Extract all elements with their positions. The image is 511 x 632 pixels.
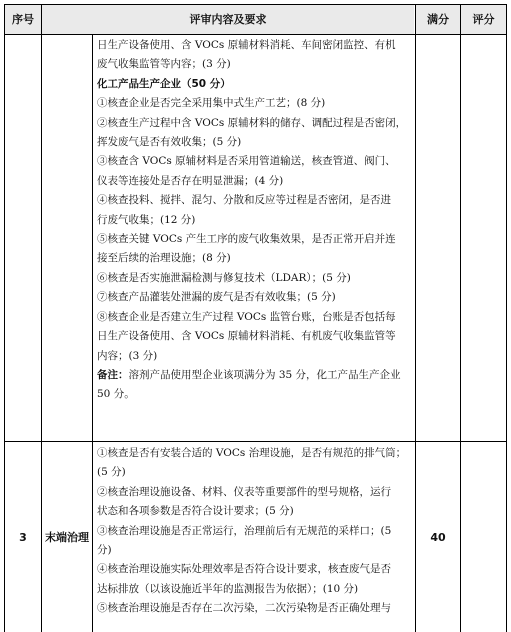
header-content: 评审内容及要求 (42, 4, 414, 34)
header-seq: 序号 (5, 4, 41, 34)
row-prev-content (93, 36, 415, 405)
row3-score (461, 442, 506, 632)
content-line: ①核查企业是否完全采用集中式生产工艺；(8 分) (97, 97, 326, 110)
header-full-score: 满分 (416, 4, 460, 34)
header-score: 评分 (461, 4, 506, 34)
border-top (4, 4, 507, 5)
row3-content (93, 444, 415, 619)
content-line: ⑤核查关键 VOCs 产生工序的废气收集效果，是否正常开启并连 (97, 233, 396, 246)
row3-seq: 3 (19, 530, 27, 544)
content-line: 接至后续的治理设施；(8 分) (97, 252, 231, 265)
header-bottom-border (4, 34, 507, 35)
content-line: 状态和各项参数是否符合设计要求；(5 分) (97, 505, 294, 518)
content-line: 50 分。 (97, 388, 135, 401)
content-line: ③核查治理设施是否正常运行，治理前后有无规范的采样口；(5 (97, 524, 392, 537)
content-line: 日生产设备使用、含 VOCs 原辅材料消耗、有机废气收集监管等 (97, 330, 396, 343)
content-line: 化工产品生产企业（50 分） (97, 77, 231, 90)
content-line: ⑥核查是否实施泄漏检测与修复技术（LDAR）；(5 分) (97, 271, 351, 284)
note-label: 备注： (97, 368, 129, 381)
content-line: 挥发废气是否有效收集；(5 分) (97, 136, 242, 149)
content-line: ⑦核查产品灌装处泄漏的废气是否有效收集；(5 分) (97, 291, 336, 304)
content-line: 分) (97, 544, 112, 557)
content-line: 废气收集监管等内容；(3 分) (97, 58, 231, 71)
content-line: ②核查生产过程中含 VOCs 原辅材料的储存、调配过程是否密闭， (97, 116, 407, 129)
content-line: ④核查投料、搅拌、混匀、分散和反应等过程是否密闭，是否进 (97, 194, 391, 207)
content-line: 备注：溶剂产品使用型企业该项满分为 35 分，化工产品生产企业 (97, 368, 401, 381)
content-line: 达标排放（以该设施近半年的监测报告为依据）；(10 分) (97, 582, 359, 595)
row3-full-score: 40 (430, 530, 446, 544)
content-line: 行废气收集；(12 分) (97, 213, 196, 226)
row3-category: 末端治理 (45, 531, 89, 544)
border-right (506, 4, 507, 632)
content-line: (5 分) (97, 466, 126, 479)
content-line: 内容；(3 分) (97, 349, 158, 362)
content-line: ②核查治理设施设备、材料、仪表等重要部件的型号规格，运行 (97, 485, 391, 498)
content-line: 日生产设备使用、含 VOCs 原辅材料消耗、车间密闭监控、有机 (97, 39, 396, 51)
content-line: ⑤核查治理设施是否存在二次污染，二次污染物是否正确处理与 (97, 602, 391, 615)
content-line: ⑧核查企业是否建立生产过程 VOCs 监管台账，台账是否包括每 (97, 310, 396, 323)
content-line: ③核查含 VOCs 原辅材料是否采用管道输送，核查管道、阀门、 (97, 155, 396, 168)
content-line: ①核查是否有安装合适的 VOCs 治理设施，是否有规范的排气筒； (97, 447, 407, 459)
content-line: ④核查治理设施实际处理效率是否符合设计要求，核查废气是否 (97, 563, 391, 576)
content-line: 仪表等连接处是否存在明显泄漏；(4 分) (97, 174, 284, 187)
